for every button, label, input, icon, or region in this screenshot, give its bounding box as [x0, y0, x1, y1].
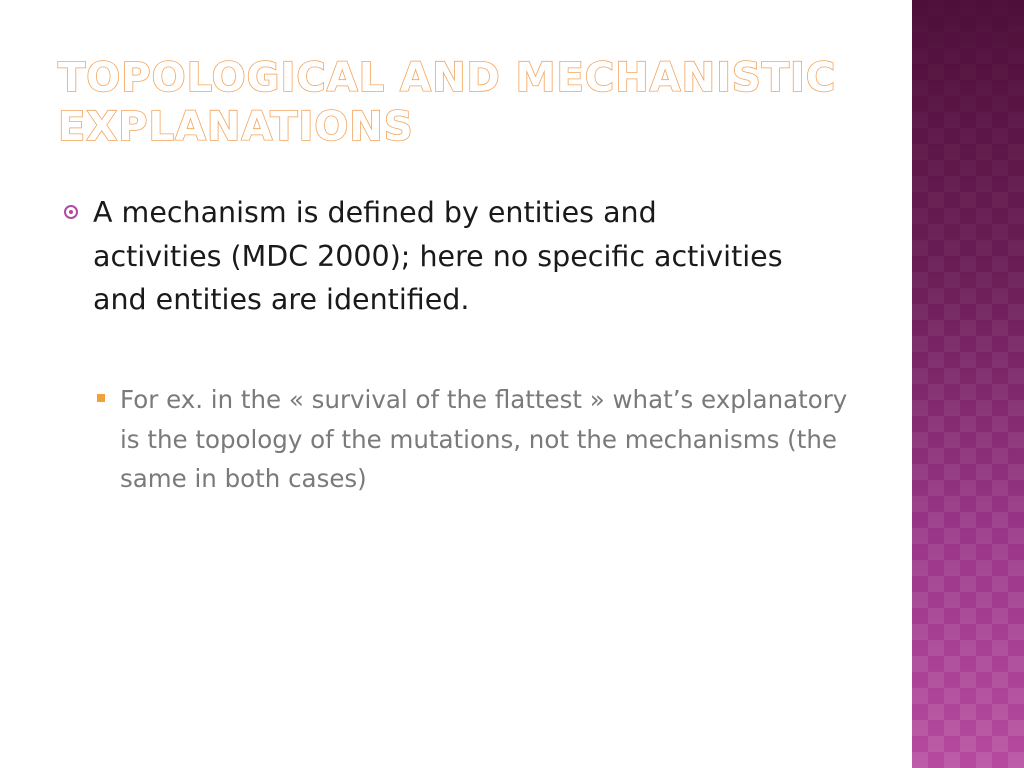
square-bullet-icon — [97, 394, 105, 402]
bullet-text-level-2: For ex. in the « survival of the flattest » what’s explanatory is the topology of the mutations, not the mechanisms (the same in both cases) — [120, 385, 848, 493]
bullet-item-level-1 — [64, 191, 784, 322]
slide-title — [58, 54, 898, 152]
circled-dot-bullet-icon — [64, 205, 78, 219]
bullet-item-level-2 — [97, 380, 857, 499]
bullet-text-level-1: A mechanism is defined by entities and activities (MDC 2000); here no specific activities and entities are identified. — [93, 196, 783, 316]
slide-title-line-2: EXPLANATIONS — [58, 104, 414, 150]
slide-title-line-1: TOPOLOGICAL AND MECHANISTIC — [58, 55, 837, 101]
decorative-side-band — [912, 0, 1024, 768]
